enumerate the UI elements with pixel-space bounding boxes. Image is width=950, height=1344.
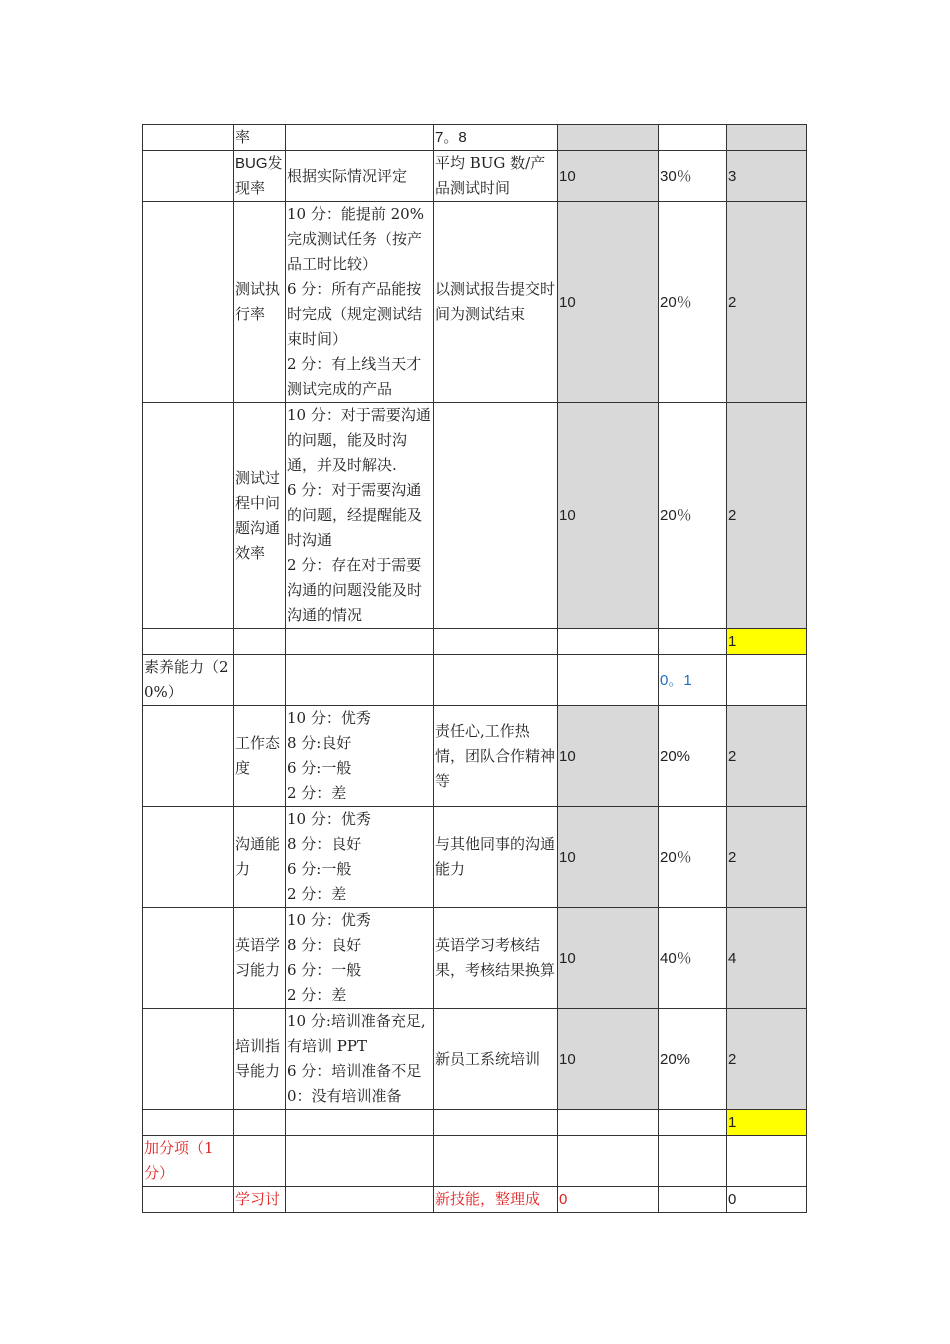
weight-cell: 0。1 — [659, 655, 727, 706]
criteria-cell: 根据实际情况评定 — [286, 151, 434, 202]
score-cell — [558, 629, 659, 655]
note-cell: 新技能，整理成 — [434, 1187, 558, 1213]
category-cell — [143, 1110, 234, 1136]
score-cell: 10 — [558, 202, 659, 403]
item-cell: 测试过程中问题沟通效率 — [234, 403, 286, 629]
item-cell — [234, 1136, 286, 1187]
table-row — [143, 1136, 807, 1187]
note-cell: 责任心,工作热情，团队合作精神等 — [434, 706, 558, 807]
criteria-cell: 10 分：优秀 8 分:良好 6 分:一般 2 分：差 — [286, 706, 434, 807]
category-cell: 素养能力（20%） — [143, 655, 234, 706]
table-row — [143, 706, 807, 807]
score-cell: 10 — [558, 908, 659, 1009]
weight-cell — [659, 1110, 727, 1136]
note-cell: 新员工系统培训 — [434, 1009, 558, 1110]
item-cell: BUG发现率 — [234, 151, 286, 202]
assessment-table — [142, 124, 807, 1213]
table-row — [143, 629, 807, 655]
criteria-cell — [286, 1187, 434, 1213]
item-cell: 培训指导能力 — [234, 1009, 286, 1110]
criteria-cell: 10 分：对于需要沟通的问题，能及时沟通，并及时解决. 6 分：对于需要沟通的问题，经提醒能及时沟通 2 分：存在对于需要沟通的问题没能及时沟通的情况 — [286, 403, 434, 629]
note-cell: 英语学习考核结果，考核结果换算 — [434, 908, 558, 1009]
score-cell: 10 — [558, 706, 659, 807]
score-cell: 10 — [558, 1009, 659, 1110]
weight-cell — [659, 1136, 727, 1187]
item-cell: 测试执行率 — [234, 202, 286, 403]
note-cell — [434, 403, 558, 629]
note-cell — [434, 655, 558, 706]
note-cell: 平均 BUG 数/产品测试时间 — [434, 151, 558, 202]
criteria-cell: 10 分:培训准备充足,有培训 PPT 6 分：培训准备不足 0：没有培训准备 — [286, 1009, 434, 1110]
item-cell — [234, 655, 286, 706]
criteria-cell — [286, 655, 434, 706]
result-cell: 2 — [727, 706, 807, 807]
criteria-cell: 10 分：优秀 8 分：良好 6 分：一般 2 分：差 — [286, 908, 434, 1009]
score-cell: 10 — [558, 403, 659, 629]
table-row — [143, 1187, 807, 1213]
result-cell: 2 — [727, 202, 807, 403]
table-row — [143, 655, 807, 706]
weight-cell: 20% — [659, 1009, 727, 1110]
result-cell: 0 — [727, 1187, 807, 1213]
category-cell — [143, 706, 234, 807]
category-cell — [143, 807, 234, 908]
criteria-cell: 10 分：优秀 8 分：良好 6 分:一般 2 分：差 — [286, 807, 434, 908]
result-cell — [727, 125, 807, 151]
score-cell — [558, 655, 659, 706]
criteria-cell — [286, 629, 434, 655]
criteria-cell: 10 分：能提前 20%完成测试任务（按产品工时比较） 6 分：所有产品能按时完成（规定测试结束时间） 2 分：有上线当天才测试完成的产品 — [286, 202, 434, 403]
weight-cell: 20% — [659, 706, 727, 807]
score-cell — [558, 1136, 659, 1187]
criteria-cell — [286, 1136, 434, 1187]
note-cell: 与其他同事的沟通能力 — [434, 807, 558, 908]
category-cell — [143, 151, 234, 202]
score-cell: 0 — [558, 1187, 659, 1213]
score-cell: 10 — [558, 807, 659, 908]
table-row — [143, 202, 807, 403]
note-cell: 以测试报告提交时间为测试结束 — [434, 202, 558, 403]
category-cell: 加分项（1分） — [143, 1136, 234, 1187]
subtotal-cell: 1 — [727, 1110, 807, 1136]
weight-cell: 20％ — [659, 202, 727, 403]
category-cell — [143, 403, 234, 629]
weight-cell: 30％ — [659, 151, 727, 202]
weight-cell: 40％ — [659, 908, 727, 1009]
category-cell — [143, 125, 234, 151]
subtotal-cell: 1 — [727, 629, 807, 655]
item-cell: 沟通能力 — [234, 807, 286, 908]
table-row — [143, 403, 807, 629]
table-row — [143, 1009, 807, 1110]
table-row — [143, 1110, 807, 1136]
item-cell: 率 — [234, 125, 286, 151]
weight-cell — [659, 125, 727, 151]
note-cell — [434, 1136, 558, 1187]
weight-cell — [659, 629, 727, 655]
table-row — [143, 151, 807, 202]
criteria-cell — [286, 1110, 434, 1136]
category-cell — [143, 908, 234, 1009]
criteria-cell — [286, 125, 434, 151]
note-cell — [434, 1110, 558, 1136]
result-cell: 2 — [727, 1009, 807, 1110]
item-cell: 工作态度 — [234, 706, 286, 807]
result-cell: 2 — [727, 807, 807, 908]
score-cell — [558, 1110, 659, 1136]
category-cell — [143, 1187, 234, 1213]
table-row — [143, 807, 807, 908]
table-row — [143, 125, 807, 151]
category-cell — [143, 202, 234, 403]
note-cell — [434, 629, 558, 655]
result-cell — [727, 655, 807, 706]
weight-cell — [659, 1187, 727, 1213]
item-cell: 学习讨 — [234, 1187, 286, 1213]
category-cell — [143, 1009, 234, 1110]
result-cell: 2 — [727, 403, 807, 629]
score-cell — [558, 125, 659, 151]
category-cell — [143, 629, 234, 655]
item-cell: 英语学习能力 — [234, 908, 286, 1009]
result-cell: 4 — [727, 908, 807, 1009]
result-cell: 3 — [727, 151, 807, 202]
weight-cell: 20％ — [659, 807, 727, 908]
item-cell — [234, 629, 286, 655]
item-cell — [234, 1110, 286, 1136]
weight-cell: 20％ — [659, 403, 727, 629]
table-row — [143, 908, 807, 1009]
note-cell: 7。8 — [434, 125, 558, 151]
result-cell — [727, 1136, 807, 1187]
score-cell: 10 — [558, 151, 659, 202]
